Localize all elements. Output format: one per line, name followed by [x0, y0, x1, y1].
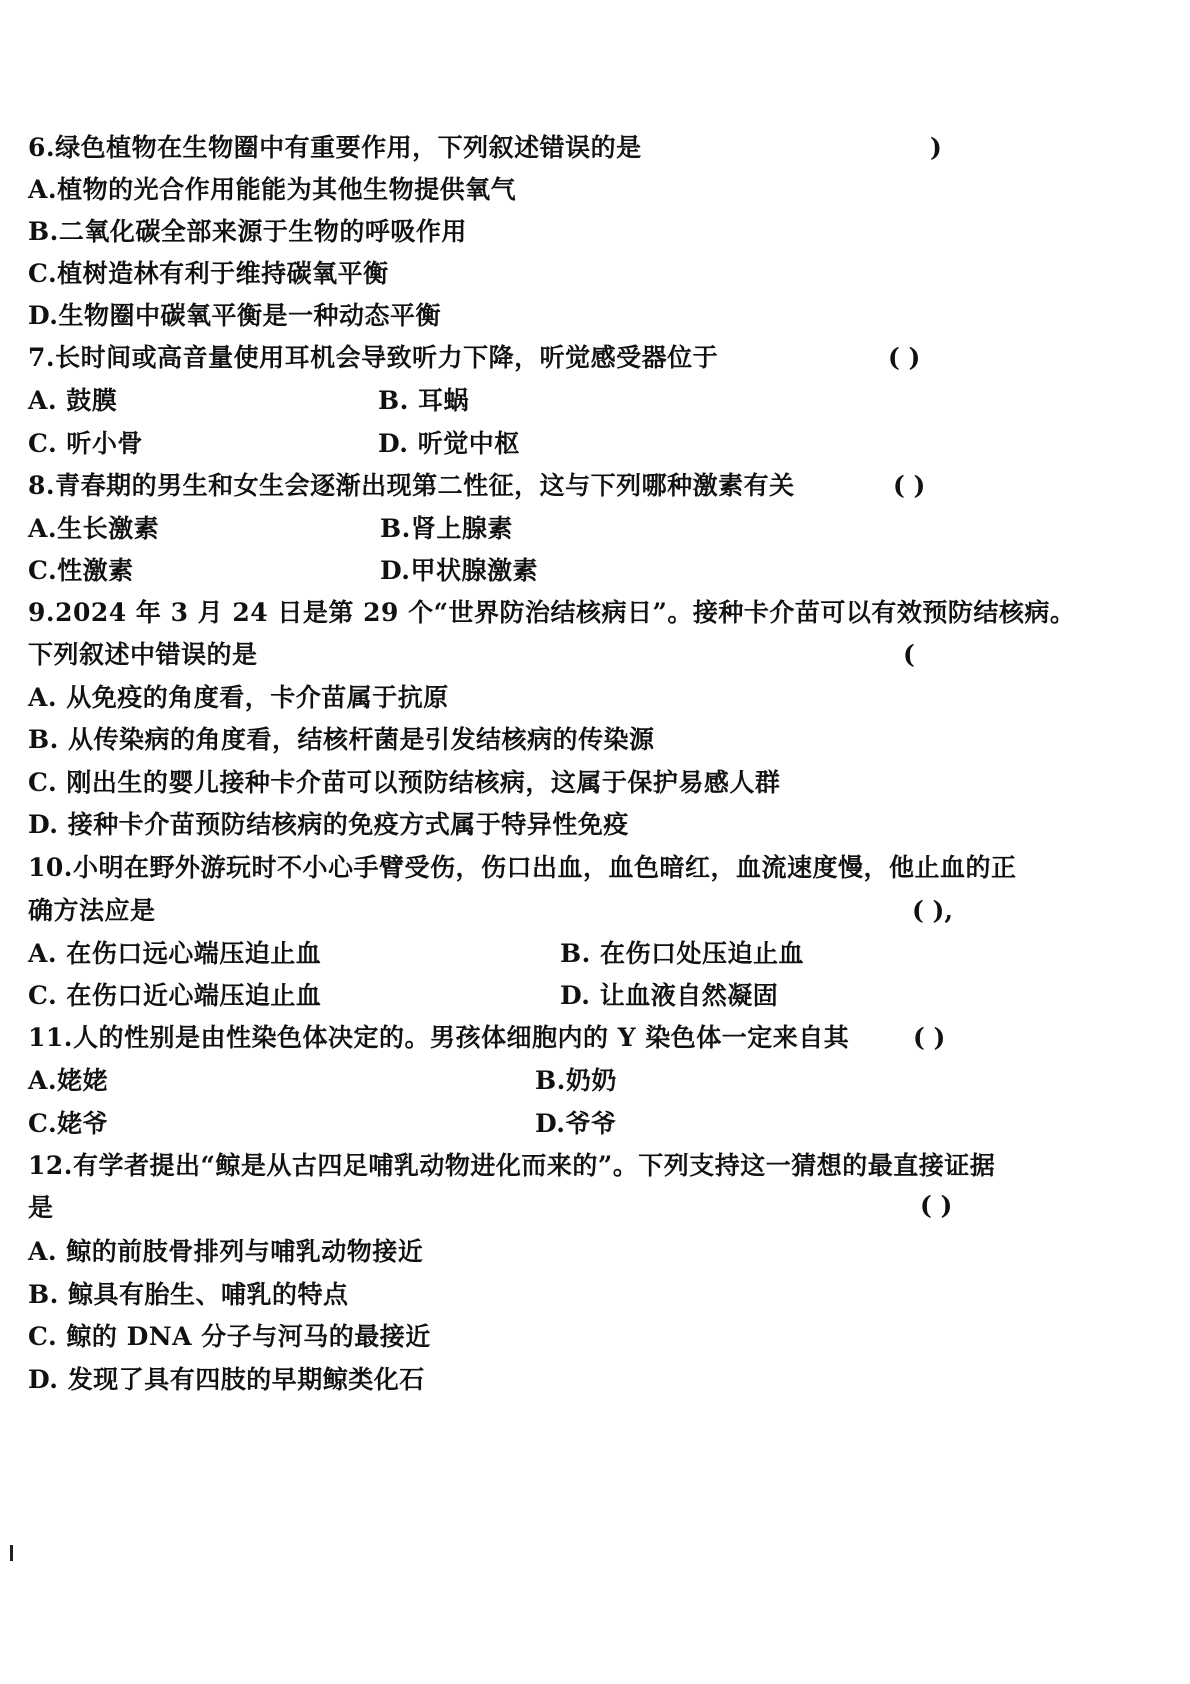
q8-option-d: D.甲状腺激素	[380, 556, 538, 585]
q6-answer-paren: )	[930, 133, 942, 162]
q11-option-c: C.姥爷	[28, 1109, 109, 1138]
q11-option-a: A.姥姥	[28, 1066, 109, 1095]
q10-stem-line1: 10.小明在野外游玩时不小心手臂受伤，伤口出血，血色暗红，血流速度慢，他止血的正	[28, 853, 1017, 882]
q9-option-b: B. 从传染病的角度看，结核杆菌是引发结核病的传染源	[28, 725, 655, 754]
q11-stem: 11.人的性别是由性染色体决定的。男孩体细胞内的 Y 染色体一定来自其	[28, 1023, 850, 1052]
q11-answer-paren: ( )	[913, 1023, 946, 1052]
q9-option-d: D. 接种卡介苗预防结核病的免疫方式属于特异性免疫	[28, 810, 629, 839]
q10-stem-line2: 确方法应是	[28, 896, 156, 925]
q7-answer-paren: ( )	[888, 343, 921, 372]
q12-stem-line2: 是	[28, 1193, 54, 1222]
q8-answer-paren: ( )	[893, 471, 926, 500]
q7-option-a: A. 鼓膜	[28, 386, 118, 415]
q12-option-a: A. 鲸的前肢骨排列与哺乳动物接近	[28, 1237, 424, 1266]
q6-option-d: D.生物圈中碳氧平衡是一种动态平衡	[28, 301, 441, 330]
q12-option-d: D. 发现了具有四肢的早期鲸类化石	[28, 1365, 425, 1394]
q9-answer-paren: (	[903, 640, 915, 669]
q7-option-d: D. 听觉中枢	[378, 429, 520, 458]
q9-option-a: A. 从免疫的角度看，卡介苗属于抗原	[28, 683, 449, 712]
q10-option-c: C. 在伤口近心端压迫止血	[28, 981, 322, 1010]
q9-option-c: C. 刚出生的婴儿接种卡介苗可以预防结核病，这属于保护易感人群	[28, 768, 781, 797]
q6-option-c: C.植树造林有利于维持碳氧平衡	[28, 259, 389, 288]
q12-answer-paren: ( )	[920, 1191, 953, 1220]
q8-stem: 8.青春期的男生和女生会逐渐出现第二性征，这与下列哪种激素有关	[28, 471, 795, 500]
scan-edge-mark	[10, 1545, 13, 1561]
q10-option-d: D. 让血液自然凝固	[560, 981, 779, 1010]
q11-option-b: B.奶奶	[535, 1066, 617, 1095]
q9-stem-line2: 下列叙述中错误的是	[28, 640, 258, 669]
q6-stem: 6.绿色植物在生物圈中有重要作用，下列叙述错误的是	[28, 133, 642, 162]
q7-option-b: B. 耳蜗	[378, 386, 470, 415]
q10-answer-paren: ( ),	[912, 896, 954, 925]
q12-option-b: B. 鲸具有胎生、哺乳的特点	[28, 1280, 349, 1309]
q8-option-c: C.性激素	[28, 556, 134, 585]
q11-option-d: D.爷爷	[535, 1109, 617, 1138]
q8-option-b: B.肾上腺素	[380, 514, 513, 543]
q9-stem-line1: 9.2024 年 3 月 24 日是第 29 个“世界防治结核病日”。接种卡介苗可以有效预防结核病。	[28, 598, 1076, 627]
q7-option-c: C. 听小骨	[28, 429, 143, 458]
q12-stem-line1: 12.有学者提出“鲸是从古四足哺乳动物进化而来的”。下列支持这一猜想的最直接证据	[28, 1151, 996, 1180]
q6-option-a: A.植物的光合作用能能为其他生物提供氧气	[28, 175, 517, 204]
q7-stem: 7.长时间或高音量使用耳机会导致听力下降，听觉感受器位于	[28, 343, 719, 372]
q10-option-b: B. 在伤口处压迫止血	[560, 939, 805, 968]
q8-option-a: A.生长激素	[28, 514, 160, 543]
q6-option-b: B.二氧化碳全部来源于生物的呼吸作用	[28, 217, 467, 246]
q12-option-c: C. 鲸的 DNA 分子与河马的最接近	[28, 1322, 431, 1351]
q10-option-a: A. 在伤口远心端压迫止血	[28, 939, 322, 968]
